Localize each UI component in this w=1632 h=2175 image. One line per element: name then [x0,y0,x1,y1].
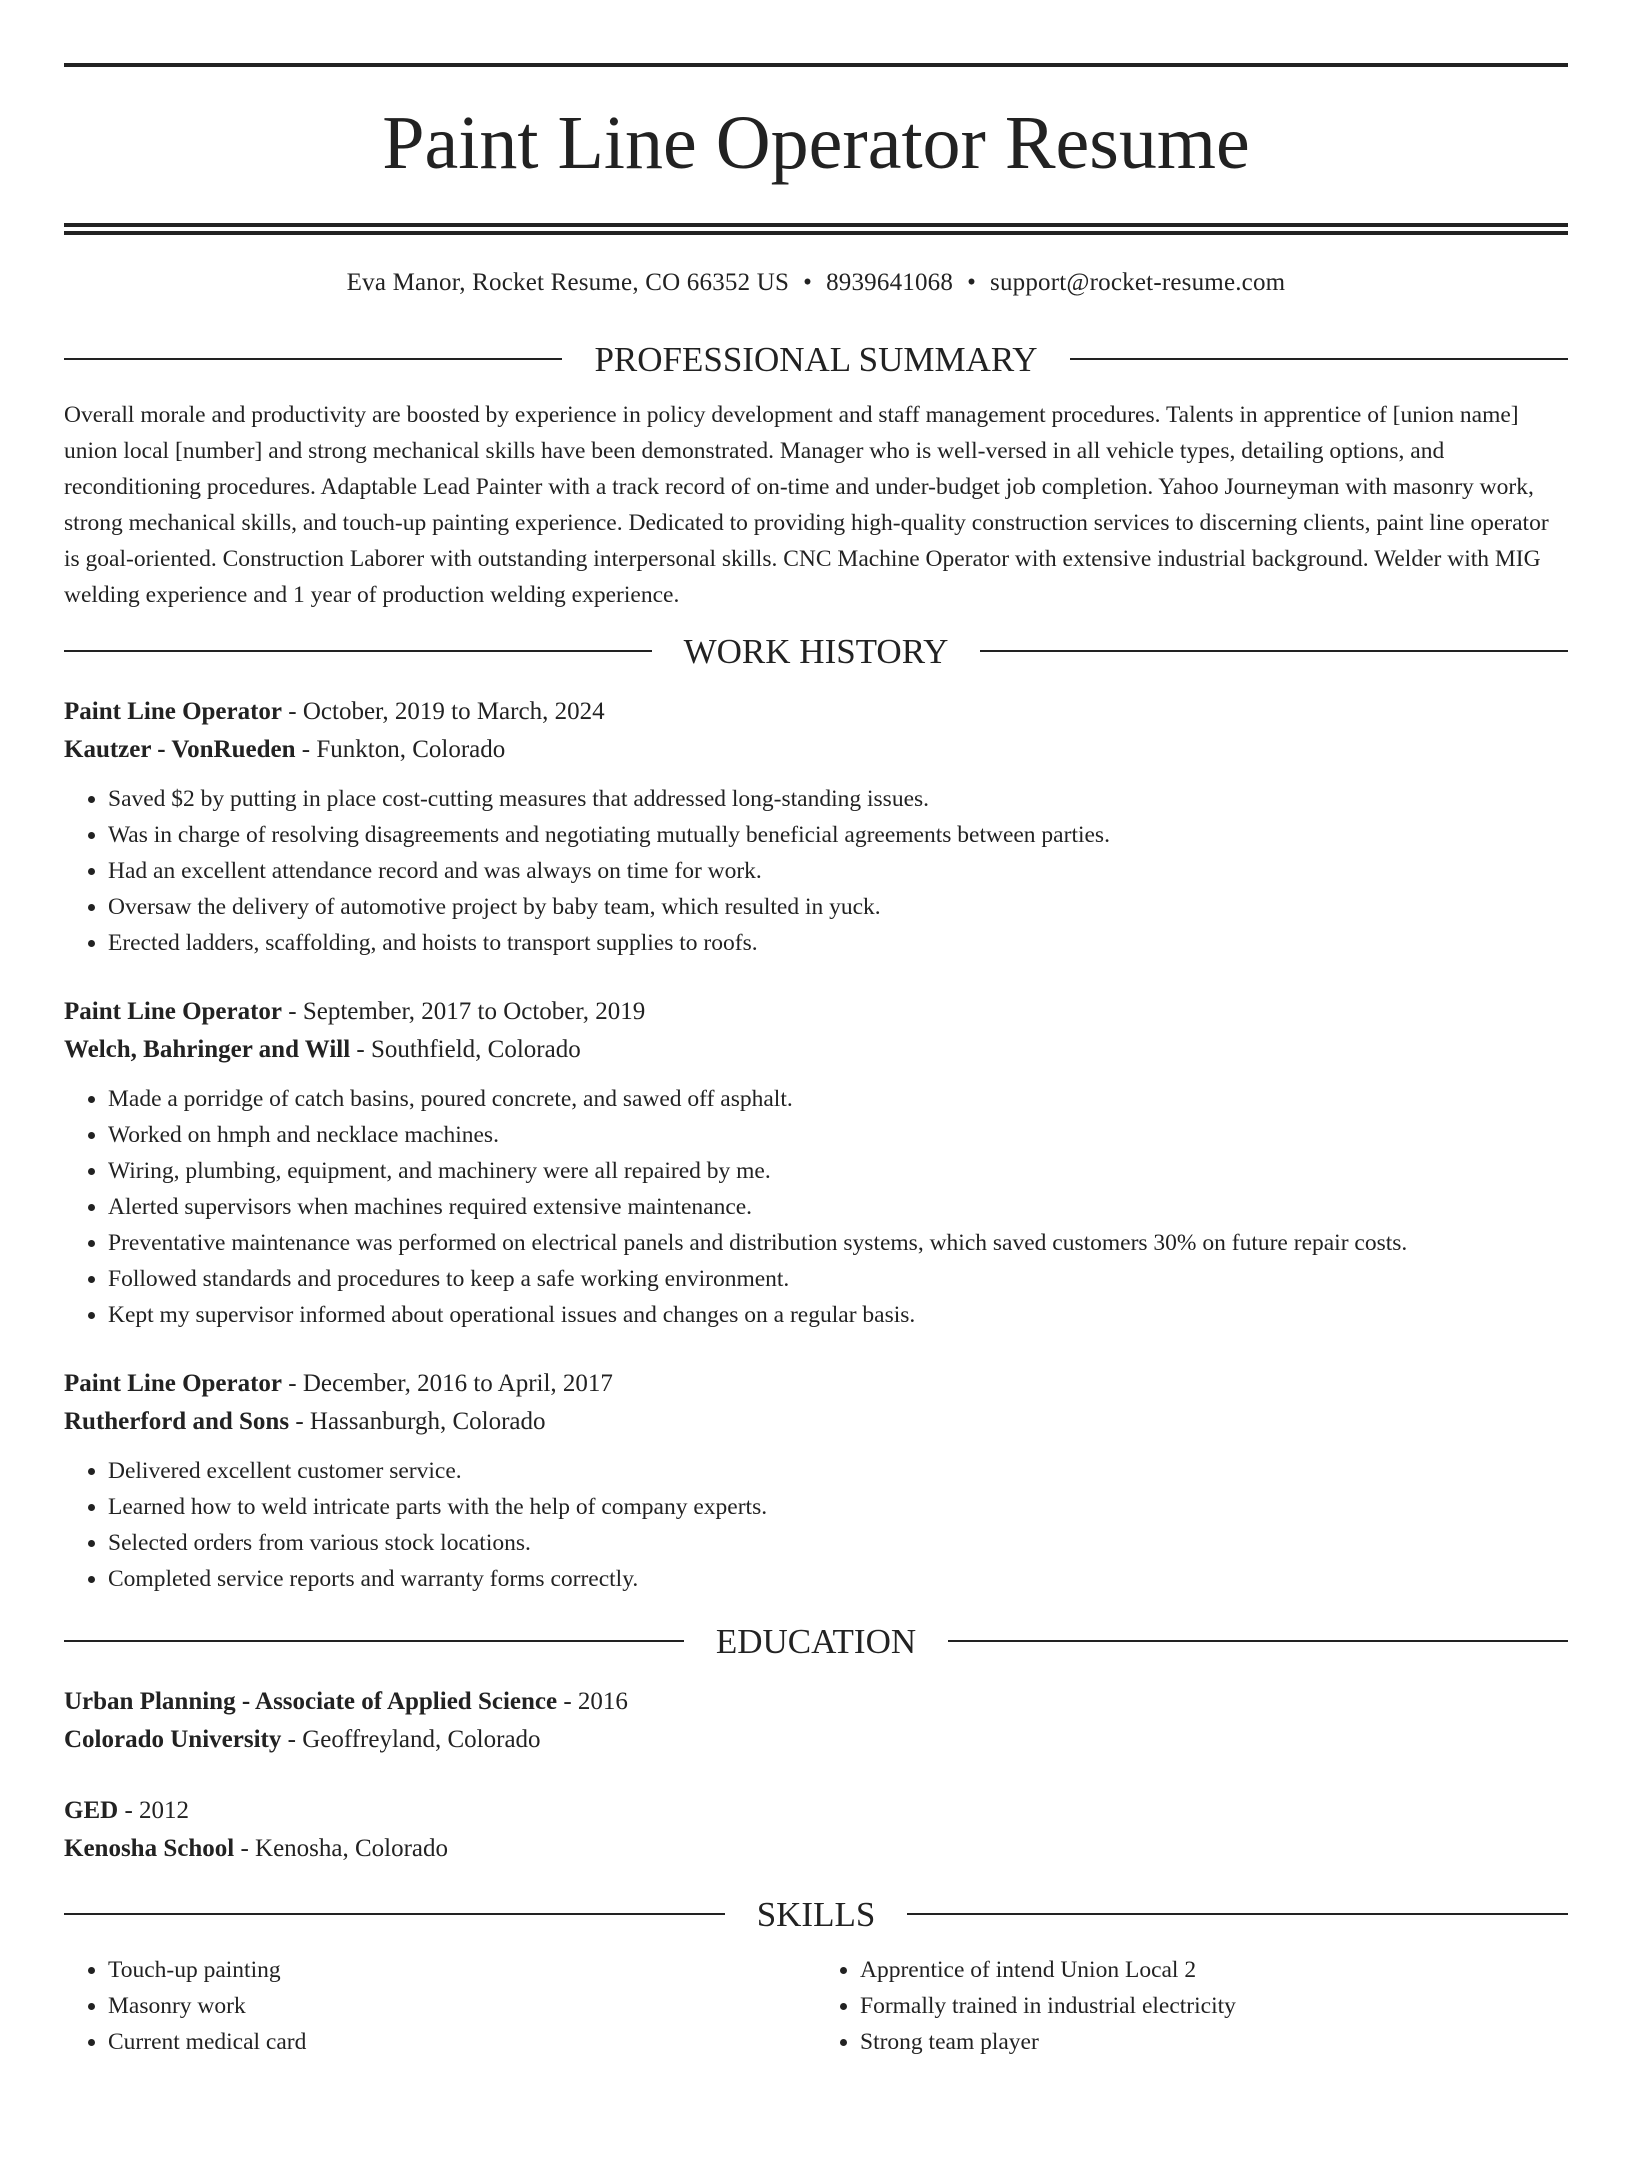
education-entry [64,1792,1568,1868]
job-company: Kautzer - VonRueden [64,736,296,763]
section-heading-work [64,629,1568,673]
section-title: PROFESSIONAL SUMMARY [594,339,1038,379]
heading-rule-right [907,1913,1568,1915]
job-company-line: Kautzer - VonRueden - Funkton, Colorado [64,736,506,763]
list-item: • Apprentice of intend Union Local 2 [860,1952,1568,1988]
education-entry [64,1683,1568,1759]
job-title-line: Paint Line Operator - October, 2019 to March, 2024 [64,698,605,725]
degree-name: GED [64,1797,119,1824]
list-item: • Strong team player [860,2024,1568,2060]
list-item: • Touch-up painting [108,1952,816,1988]
heading-rule-right [948,1640,1568,1642]
heading-rule-right [1070,358,1568,360]
job-entry [64,1365,1568,1597]
job-dates: September, 2017 to October, 2019 [302,998,646,1025]
list-item: • Erected ladders, scaffolding, and hoists to transport supplies to roofs. [108,925,1568,961]
contact-address: Eva Manor, Rocket Resume, CO 66352 US [346,269,790,296]
job-title-line: Paint Line Operator - September, 2017 to October, 2019 [64,998,646,1025]
contact-line [64,265,1568,301]
list-item: • Was in charge of resolving disagreements and negotiating mutually beneficial agreements between parties. [108,817,1568,853]
section-title: SKILLS [756,1894,876,1934]
job-location: Hassanburgh, Colorado [309,1408,546,1435]
top-rule [64,63,1568,67]
list-item: • Followed standards and procedures to keep a safe working environment. [108,1261,1568,1297]
job-dates: October, 2019 to March, 2024 [302,698,605,725]
job-location: Funkton, Colorado [316,736,506,763]
heading-rule-left [64,650,652,652]
heading-rule-right [980,650,1568,652]
job-bullets [64,1453,1568,1597]
list-item: • Kept my supervisor informed about operational issues and changes on a regular basis. [108,1297,1568,1333]
job-entry [64,693,1568,961]
school-location: Kenosha, Colorado [255,1835,449,1862]
contact-phone: 8939641068 [826,269,954,296]
list-item: • Masonry work [108,1988,816,2024]
list-item: • Alerted supervisors when machines required extensive maintenance. [108,1189,1568,1225]
section-heading-skills [64,1892,1568,1936]
degree-year: 2012 [139,1797,190,1824]
job-company: Rutherford and Sons [64,1408,290,1435]
list-item: • Current medical card [108,2024,816,2060]
school-location: Geoffreyland, Colorado [302,1726,541,1753]
list-item: • Wiring, plumbing, equipment, and machinery were all repaired by me. [108,1153,1568,1189]
heading-rule-left [64,1913,725,1915]
degree-name: Urban Planning - Associate of Applied Science [64,1688,558,1715]
title-double-rule [64,223,1568,235]
job-company: Welch, Bahringer and Will [64,1036,351,1063]
school-name: Colorado University [64,1726,282,1753]
job-title-line: Paint Line Operator - December, 2016 to April, 2017 [64,1370,613,1397]
contact-separator: • [967,269,977,296]
list-item: • Delivered excellent customer service. [108,1453,1568,1489]
job-role: Paint Line Operator [64,698,283,725]
list-item: • Saved $2 by putting in place cost-cutting measures that addressed long-standing issues. [108,781,1568,817]
list-item: • Completed service reports and warranty forms correctly. [108,1561,1568,1597]
list-item: • Had an excellent attendance record and was always on time for work. [108,853,1568,889]
resume-page [0,63,1632,2175]
job-bullets [64,781,1568,961]
list-item: • Formally trained in industrial electricity [860,1988,1568,2024]
section-title: EDUCATION [715,1621,917,1661]
contact-separator: • [803,269,813,296]
section-heading-education [64,1619,1568,1663]
resume-title: Paint Line Operator Resume [382,101,1250,185]
job-entry [64,993,1568,1333]
job-location: Southfield, Colorado [371,1036,581,1063]
summary-text: Overall morale and productivity are boosted by experience in policy development and staff management procedures. Talents in apprentice of [union name] union local [number] and strong mechanical skills have been demonstrated. Manager who is well-versed in all vehicle types, detailing options, and reconditioning procedures. Adaptable Lead Painter with a track record of on-time and under-budget job completion. Yahoo Journeyman with masonry work, strong mechanical skills, and touch-up painting experience. Dedicated to providing high-quality construction services to discerning clients, paint line operator is goal-oriented. Construction Laborer with outstanding interpersonal skills. CNC Machine Operator with extensive industrial background. Welder with MIG welding experience and 1 year of production welding experience. [64,402,1549,608]
job-company-line: Rutherford and Sons - Hassanburgh, Colorado [64,1408,546,1435]
list-item: • Selected orders from various stock locations. [108,1525,1568,1561]
skills-column-left [64,1952,816,2060]
heading-rule-left [64,1640,684,1642]
section-title: WORK HISTORY [683,631,949,671]
school-line: Kenosha School - Kenosha, Colorado [64,1835,449,1862]
list-item: • Made a porridge of catch basins, poured concrete, and sawed off asphalt. [108,1081,1568,1117]
job-role: Paint Line Operator [64,1370,283,1397]
degree-year: 2016 [577,1688,628,1715]
school-name: Kenosha School [64,1835,235,1862]
section-heading-summary [64,337,1568,381]
degree-line: GED - 2012 [64,1797,190,1824]
skills-column-right [816,1952,1568,2060]
list-item: • Oversaw the delivery of automotive project by baby team, which resulted in yuck. [108,889,1568,925]
skills-list [64,1952,1568,2060]
job-bullets [64,1081,1568,1333]
degree-line: Urban Planning - Associate of Applied Science - 2016 [64,1688,628,1715]
job-company-line: Welch, Bahringer and Will - Southfield, Colorado [64,1036,581,1063]
heading-rule-left [64,358,562,360]
school-line: Colorado University - Geoffreyland, Colorado [64,1726,541,1753]
contact-email: support@rocket-resume.com [990,269,1286,296]
list-item: • Learned how to weld intricate parts with the help of company experts. [108,1489,1568,1525]
list-item: • Preventative maintenance was performed on electrical panels and distribution systems, which saved customers 30% on future repair costs. [108,1225,1568,1261]
job-role: Paint Line Operator [64,998,283,1025]
list-item: • Worked on hmph and necklace machines. [108,1117,1568,1153]
job-dates: December, 2016 to April, 2017 [302,1370,613,1397]
